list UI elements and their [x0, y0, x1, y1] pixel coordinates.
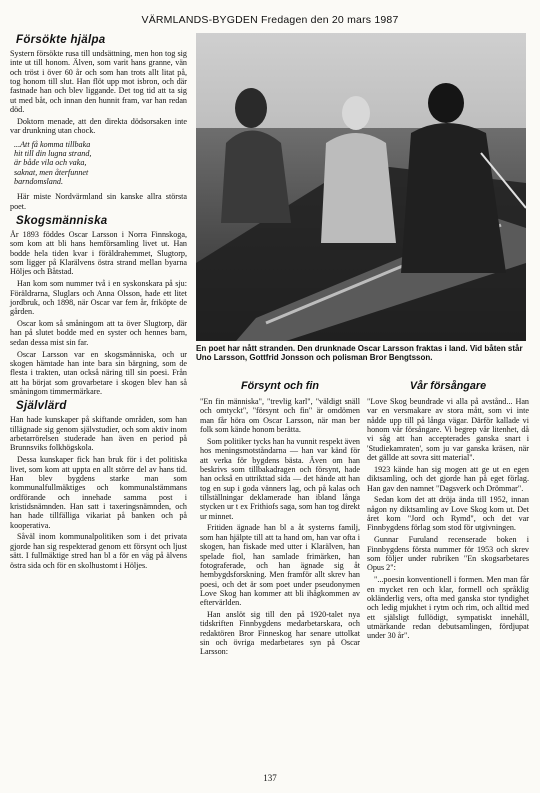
news-photo	[196, 33, 526, 341]
paragraph: Här miste Nordvärmland sin kanske allra största poet.	[10, 192, 187, 211]
right-column	[367, 380, 529, 643]
heading-forsynt-och-fin: Försynt och fin	[241, 380, 319, 392]
photo-illustration	[196, 33, 526, 341]
paragraph: Gunnar Furuland recenserade boken i Finnbygdens första nummer för 1953 och skrev som följer under rubriken "En skogsarbetares Opus 2":	[367, 535, 529, 573]
paragraph: År 1893 föddes Oscar Larsson i Norra Finnskoga, som kom att bli hans hemförsamling livet ut. Han bodde hela tiden kvar i föräldrahemmet, Slugtorp, som ligger på Klarälvens östra strand mellan byarna Höljes och Båtstad.	[10, 230, 187, 277]
paragraph: Han hade kunskaper på skiftande områden, som han tillägnade sig genom självstudier, och som aktiv inom arbetarrörelsen studerade han även en period på Brunnsviks folkhögskola.	[10, 415, 187, 453]
paragraph: Oscar kom så småningom att ta över Slugtorp, där han på slutet bodde med en syster och hennes barn, sedan dessa mist sin far.	[10, 319, 187, 347]
heading-forsokte-hjalpa: Försökte hjälpa	[16, 34, 106, 46]
paragraph: Dessa kunskaper fick han bruk för i det politiska livet, som kom att uppta en allt större del av hans tid. Han blev bygdens starke man som kommunalfullmäktiges och kommunalstämmans ordförande och innehade samma post i kristidsnämnden. Han satt i taxeringsnämnden, och han hade tillfälliga vikariat på banken och på kooperativa.	[10, 455, 187, 530]
paragraph: Doktorn menade, att den direkta dödsorsaken inte var drunkning utan chock.	[10, 116, 187, 136]
paragraph: "...poesin konventionell i formen. Men man får en mycket ren och klar, formell och språklig okländerlig vers, ofta med ganska stor tyndighet och ledig mjukhet i rytm och rim, och alltid med ett själsligt fullödigt, sympatiskt innehåll, utmärkande redan debutsamlingen, fördjupat under 30 år".	[367, 575, 529, 641]
poem-excerpt: ...Att få komma tillbaka hit till din lugna strand, är både vila och vaka, saknat, men återfunnet barndomsland.	[14, 139, 92, 186]
middle-column	[200, 380, 360, 659]
paragraph: Systern försökte rusa till undsättning, men hon tog sig inte ut till honom. Älven, som varit hans granne, vän och tröst i över 60 år och som han trots allt litat på, tog honom till slut. Han flöt upp mot isbron, och där fastnade han och blev liggande. Det tog tid att ta sig ut med båt, och innan den hunnit fram, var han redan död.	[10, 49, 187, 115]
photo-caption: En poet har nått stranden. Den drunknade Oscar Larsson fraktas i land. Vid båten står Uno Larsson, Gottfrid Jonsson och polisman Bror Bengtsson.	[196, 344, 523, 362]
page-number: 137	[263, 773, 277, 783]
paragraph: Oscar Larsson var en skogsmänniska, och ur skogen hämtade han inte bara sin bärgning, som de flesta i trakten, utan också näring till sin poesi. Från att ha börjat som grovarbetare i skogen blev han så småningom timmermärkare.	[10, 349, 187, 396]
paragraph: Han kom som nummer två i en syskonskara på sju: Föräldrarna, Sluglars och Anna Olsson, hade ett litet jordbruk, och 1898, när Oscar var fem år, friköpte de gården.	[10, 279, 187, 317]
heading-skogsmanniska: Skogsmänniska	[16, 215, 108, 227]
paragraph: Som politiker tycks han ha vunnit respekt även hos meningsmotståndarna — han var känd för att verka för bygdens bästa. Även om han beskrivs som tillbakadragen och försynt, hade han också en uttrikttad sida — det hände att han tog en sup i goda vänners lag, och på kalas och tillställningar deklamerade han ibland långa stycken ur t ex Frithiofs saga, som han tog direkt ur minnet.	[200, 436, 360, 521]
page-header: VÄRMLANDS-BYGDEN Fredagen den 20 mars 1987	[141, 14, 399, 26]
paragraph: Sedan kom det att dröja ända till 1952, innan någon ny diktsamling av Love Skog kom ut. Det året kom "Jord och Rymd", och det var Finnbygdens förlag som stod för utgivningen.	[367, 495, 529, 533]
paragraph: Han anslöt sig till den på 1920-talet nya tidskriften Finnbygdens medarbetarskara, och redaktören Bror Finneskog har senare uttolkat sin och övriga medarbetares syn på Oscar Larsson:	[200, 610, 360, 657]
heading-sjalvlard: Självlärd	[16, 400, 67, 413]
paragraph: "Love Skog beundrade vi alla på avstånd... Han var en versmakare av stora mått, som vi inte nådde upp till på långa vägar. Därför kallade vi honom vår försångare. Vi begrep vår litenhet, då vi såg att han accepterades ganska snart i 'Studiekamraten', som ju var ganska kräsen, när det gällde att sovra sitt material".	[367, 397, 529, 463]
left-column	[10, 30, 187, 572]
paragraph: Fritiden ägnade han bl a åt systerns familj, som han hjälpte till att ta hand om, han var ofta i skogen, han fiskade med utter i Klarälven, han spelade fiol, han samlade frimärken, han fotograferade, och han ägnade sig åt hembygdsforskning. Men framför allt skrev han poesi, och det är som poet under pseudonymen Love Skog han kommer att bli ihågkommen av eftervärlden.	[200, 523, 360, 608]
heading-var-forsangare: Vår försångare	[409, 380, 487, 392]
paragraph: Såväl inom kommunalpolitiken som i det privata gjorde han sig respekterad genom ett försynt och ljust sätt. I fullmäktige stred han bl a för en väg på älvens östra sida och för en skolhustomt i Höljes.	[10, 532, 187, 570]
paragraph: 1923 kände han sig mogen att ge ut en egen diktsamling, och det gjorde han på eget förlag. Han gav den namnet "Dagsverk och Drömmar".	[367, 464, 529, 493]
paragraph: "En fin människa", "trevlig karl", "väldigt snäll och omtyckt", "försynt och fin" är omdömen man får höra om Oscar Larsson, när man ber folk som kände honom berätta.	[200, 397, 360, 435]
